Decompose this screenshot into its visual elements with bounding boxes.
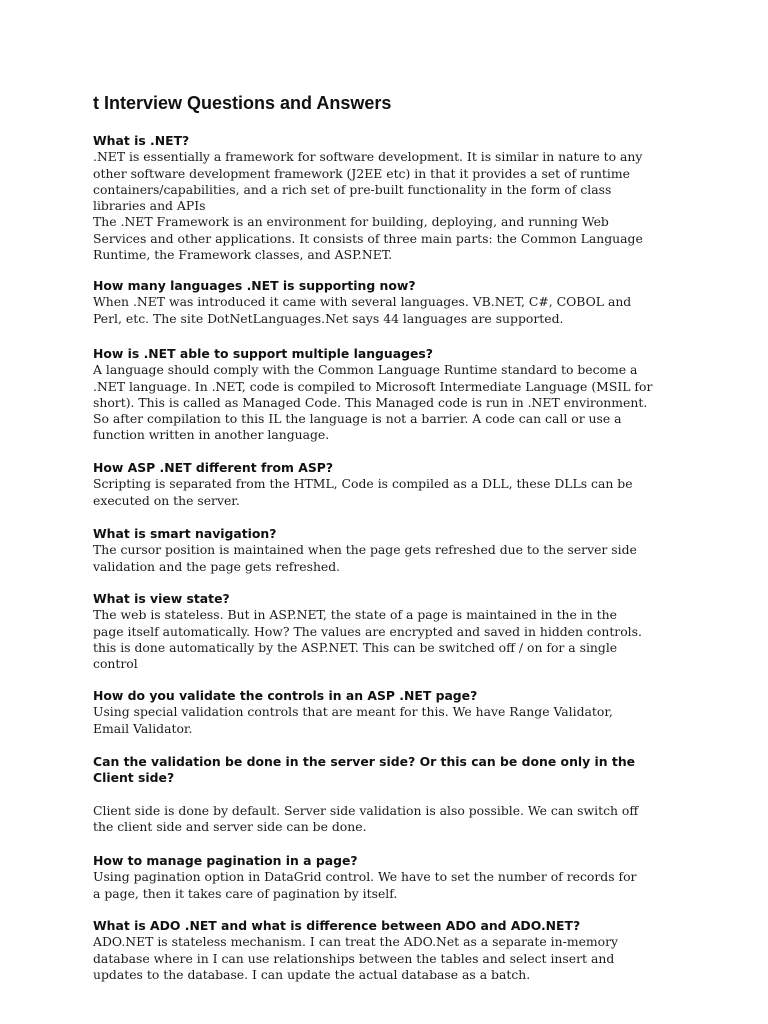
answer-line: updates to the database. I can update the actual database as a batch.: [93, 966, 531, 982]
answer-line: .NET language. In .NET, code is compiled to Microsoft Intermediate Language (MSIL for: [93, 378, 653, 394]
answer-line: short). This is called as Managed Code. This Managed code is run in .NET environment.: [93, 394, 648, 410]
answer-line: control: [93, 656, 138, 672]
answer-line: this is done automatically by the ASP.NET. This can be switched off / on for a single: [93, 639, 618, 655]
answer-line: Runtime, the Framework classes, and ASP.NET.: [93, 247, 393, 263]
question-heading: Client side?: [93, 770, 175, 786]
answer-line: executed on the server.: [93, 492, 240, 508]
answer-line: libraries and APIs: [93, 198, 206, 214]
answer-line: a page, then it takes care of pagination by itself.: [93, 885, 398, 901]
question-heading: Can the validation be done in the server side? Or this can be done only in the: [93, 754, 636, 769]
answer-line: Perl, etc. The site DotNetLanguages.Net says 44 languages are supported.: [93, 310, 564, 326]
answer-line: validation and the page gets refreshed.: [93, 558, 341, 574]
question-heading: How do you validate the controls in an ASP .NET page?: [93, 688, 478, 703]
question-heading: How to manage pagination in a page?: [93, 853, 358, 868]
qa-item: [93, 346, 693, 444]
qa-item: [93, 754, 693, 835]
qa-item: [93, 133, 693, 263]
question-heading: How is .NET able to support multiple languages?: [93, 346, 433, 361]
answer-line: function written in another language.: [93, 427, 330, 443]
answer-line: database where in I can use relationships between the tables and select insert and: [93, 950, 615, 966]
answer-line: So after compilation to this IL the language is not a barrier. A code can call or use a: [93, 411, 622, 427]
answer-line: Using special validation controls that are meant for this. We have Range Validator,: [93, 704, 613, 720]
answer-line: ADO.NET is stateless mechanism. I can treat the ADO.Net as a separate in-memory: [93, 934, 619, 950]
answer-line: A language should comply with the Common Language Runtime standard to become a: [93, 362, 638, 378]
question-heading: What is smart navigation?: [93, 526, 277, 541]
qa-item: [93, 460, 693, 509]
answer-line: Client side is done by default. Server side validation is also possible. We can switch off: [93, 802, 639, 818]
paragraph-gap: [93, 787, 693, 803]
answer-line: Email Validator.: [93, 720, 193, 736]
qa-item: [93, 278, 693, 327]
qa-item: [93, 591, 693, 672]
question-heading: How many languages .NET is supporting now?: [93, 278, 416, 293]
question-heading: What is ADO .NET and what is difference between ADO and ADO.NET?: [93, 918, 581, 933]
answer-line: other software development framework (J2EE etc) in that it provides a set of runtime: [93, 165, 630, 181]
answer-line: When .NET was introduced it came with several languages. VB.NET, C#, COBOL and: [93, 294, 632, 310]
answer-line: Using pagination option in DataGrid control. We have to set the number of records for: [93, 869, 637, 885]
answer-line: Scripting is separated from the HTML, Code is compiled as a DLL, these DLLs can be: [93, 476, 633, 492]
qa-item: [93, 918, 693, 983]
answer-line: .NET is essentially a framework for software development. It is similar in nature to any: [93, 149, 643, 165]
page-title: t Interview Questions and Answers: [93, 93, 392, 113]
question-heading: How ASP .NET different from ASP?: [93, 460, 334, 475]
answer-line: containers/capabilities, and a rich set of pre-built functionality in the form of class: [93, 181, 612, 197]
answer-line: The cursor position is maintained when the page gets refreshed due to the server side: [93, 542, 637, 558]
qa-item: [93, 526, 693, 575]
question-heading: What is view state?: [93, 591, 230, 606]
answer-line: The web is stateless. But in ASP.NET, the state of a page is maintained in the in the: [93, 607, 617, 623]
qa-item: [93, 688, 693, 737]
question-heading: What is .NET?: [93, 133, 190, 148]
answer-line: Services and other applications. It consists of three main parts: the Common Language: [93, 230, 643, 246]
answer-line: the client side and server side can be done.: [93, 818, 367, 834]
qa-item: [93, 853, 693, 902]
answer-line: The .NET Framework is an environment for building, deploying, and running Web: [93, 214, 609, 230]
answer-line: page itself automatically. How? The values are encrypted and saved in hidden controls.: [93, 623, 642, 639]
